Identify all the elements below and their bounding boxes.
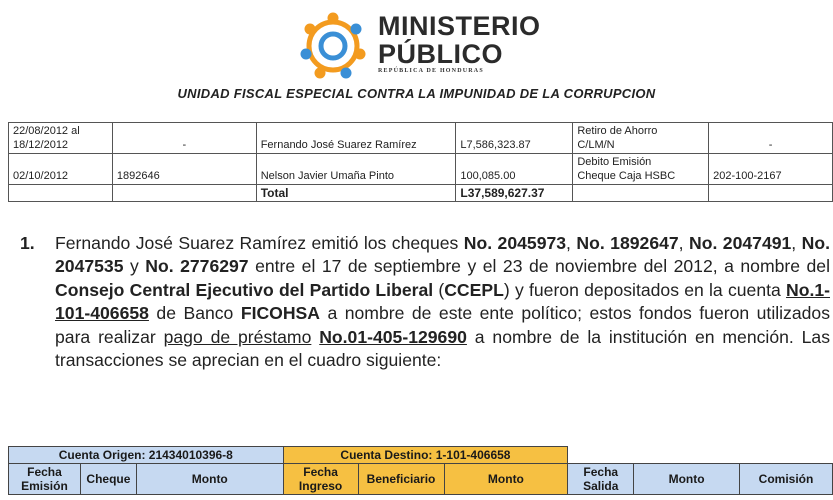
cell-monto: L7,586,323.87 <box>456 123 573 154</box>
origin-account-header: Cuenta Origen: 21434010396-8 <box>9 447 284 464</box>
cell-cuenta: - <box>709 123 833 154</box>
account-header-row <box>9 447 833 464</box>
col-fecha-emision: Fecha Emisión <box>9 464 81 495</box>
cell-concepto: Debito Emisión Cheque Caja HSBC <box>573 154 709 185</box>
account-number: No.1-101-406658 <box>55 279 830 324</box>
col-fecha-salida: Fecha Salida <box>568 464 634 495</box>
org-name-line1: MINISTERIO <box>378 11 541 41</box>
col-cheque: Cheque <box>80 464 136 495</box>
cell-fecha: 22/08/2012 al 18/12/2012 <box>9 123 113 154</box>
loan-number: No.01-405-129690 <box>319 326 467 347</box>
column-header-row <box>9 464 833 495</box>
total-row <box>9 185 833 202</box>
col-comision: Comisión <box>740 464 833 495</box>
cell-nombre: Nelson Javier Umaña Pinto <box>256 154 456 185</box>
cell-nombre: Fernando José Suarez Ramírez <box>256 123 456 154</box>
unit-title: UNIDAD FISCAL ESPECIAL CONTRA LA IMPUNIDAD DE LA CORRUPCION <box>177 86 656 101</box>
cell-cuenta: 202-100-2167 <box>709 154 833 185</box>
destination-account-header: Cuenta Destino: 1-101-406658 <box>283 447 568 464</box>
ministerio-publico-logo <box>296 10 370 80</box>
paragraph-text: Fernando José Suarez Ramírez emitió los cheques No. 2045973, No. 1892647, No. 2047491, No. 2047535 y No. 2776297 entre el 17 de septiembre y el 23 de noviembre del 2012, a nombre del Consejo Central Ejecutivo del Partido Liberal (CCEPL) y fueron depositados en la cuenta No.1-101-406658 de Banco FICOHSA a nombre de este ente político; estos fondos fueron utilizados para realizar pago de préstamo No.01-405-129690 a nombre de la institución en mención. Las transacciones se aprecian en el cuadro siguiente: <box>55 233 830 371</box>
org-country: REPÚBLICA DE HONDURAS <box>378 68 484 74</box>
table-row <box>9 123 833 154</box>
document-header <box>0 0 833 80</box>
cell-monto: 100,085.00 <box>456 154 573 185</box>
col-fecha-ingreso: Fecha Ingreso <box>283 464 358 495</box>
cell-cheque: 1892646 <box>112 154 256 185</box>
paragraph-1 <box>20 232 830 372</box>
cell-concepto: Retiro de Ahorro C/LM/N <box>573 123 709 154</box>
col-monto-destino: Monto <box>444 464 568 495</box>
col-monto-salida: Monto <box>634 464 740 495</box>
table-row <box>9 154 833 185</box>
total-label: Total <box>256 185 456 202</box>
cell-fecha: 02/10/2012 <box>9 154 113 185</box>
col-monto-origen: Monto <box>136 464 283 495</box>
transactions-detail-table <box>8 446 833 495</box>
total-value: L37,589,627.37 <box>456 185 573 202</box>
transactions-summary-table <box>8 122 833 202</box>
org-name-line2: PÚBLICO <box>378 39 503 69</box>
paragraph-number: 1. <box>20 233 35 253</box>
cell-cheque: - <box>112 123 256 154</box>
col-beneficiario: Beneficiario <box>358 464 444 495</box>
